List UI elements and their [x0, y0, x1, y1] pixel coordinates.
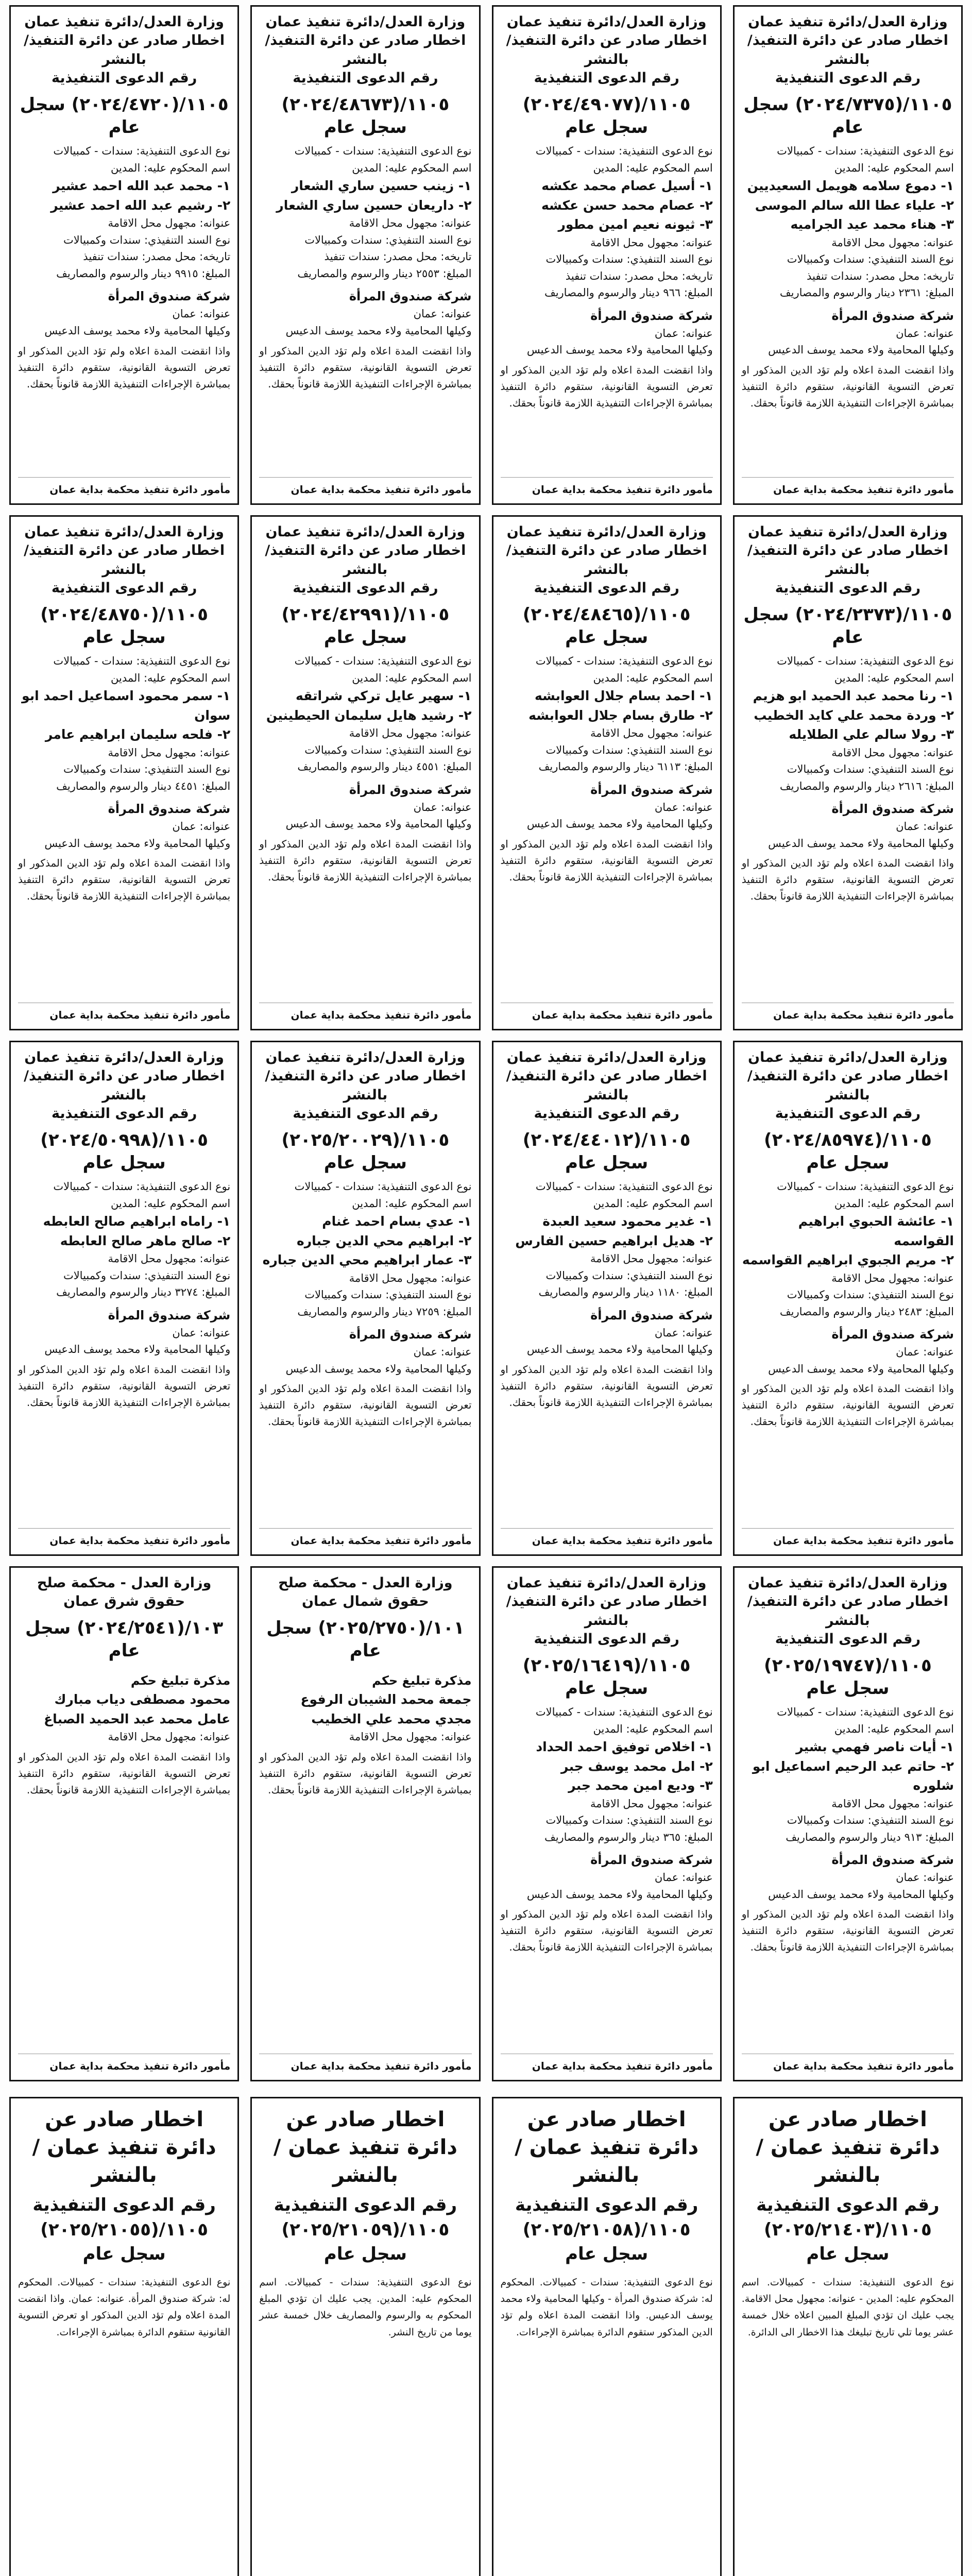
notice-card [492, 1041, 722, 1556]
big-notice-card [250, 2097, 480, 2576]
notice-address: عنوانه: مجهول محل الاقامة [590, 236, 713, 249]
notice-case-type: نوع الدعوى التنفيذية: سندات - كمبيالات [535, 1180, 713, 1193]
notice-creditor: شركة صندوق المرأة [108, 1308, 231, 1323]
notice-party: ٢- طارق بسام جلال العوابشه [528, 707, 713, 723]
notice-footer: مأمور دائرة تنفيذ محكمة بداية عمان [742, 477, 954, 497]
notice-party: ٣- عمار ابراهيم محي الدين جباره [262, 1252, 472, 1268]
big-notice-body: نوع الدعوى التنفيذية: سندات - كمبيالات. اسم المحكوم عليه: المدين - عنوانه: مجهول محل الاقامة. يجب عليك ان تؤدي المبلغ المبين اعلاه خلال خمسة عشر يوما تلي تاريخ تبليغك هذا الاخطار الى الدائرة. [741, 2276, 954, 2338]
notice-case-label: رقم الدعوى التنفيذية [293, 580, 438, 597]
notice-judge-name: اسم المحكوم عليه: المدين [834, 671, 954, 684]
notice-party: ٢- فلحه سليمان ابراهيم عامر [45, 727, 231, 742]
notice-ministry: وزارة العدل/دائرة تنفيذ عمان [506, 524, 707, 540]
notice-creditor-address: عنوانه: عمان [654, 1326, 713, 1339]
notice-body: واذا انقضت المدة اعلاه ولم تؤد الدين المذكور او تعرض التسوية القانونية، ستقوم دائرة التنفيذ بمباشرة الإجراءات التنفيذية اللازمة قانوناً بحقك. [259, 837, 472, 883]
notice-party: ٢- رشيد هايل سليمان الحيطينين [266, 707, 472, 723]
notice-judge-name: اسم المحكوم عليه: المدين [834, 1197, 954, 1210]
notice-party: ١- اخلاص توفيق احمد الحداد [536, 1739, 713, 1755]
notice-party: ٣- رولا سالم علي الطلايله [789, 727, 954, 742]
notice-party: ١- راماه ابراهيم صالح العابطه [43, 1214, 231, 1229]
notice-body: واذا انقضت المدة اعلاه ولم تؤد الدين المذكور او تعرض التسوية القانونية، ستقوم دائرة التنفيذ بمباشرة الإجراءات التنفيذية اللازمة قانوناً بحقك. [259, 1750, 472, 1796]
notice-amount: المبلغ: ١١٨٠ دينار والرسوم والمصاريف [538, 1286, 713, 1299]
notice-card [492, 1566, 722, 2081]
notice-creditor-address: عنوانه: عمان [413, 1346, 472, 1359]
notice-card [250, 1041, 480, 1556]
notice-ministry: وزارة العدل/دائرة تنفيذ عمان [265, 14, 466, 30]
notice-party: ١- سهير عايل تركي شراتقه [296, 688, 472, 704]
notice-creditor-address: عنوانه: عمان [172, 820, 231, 833]
notice-title: اخطار صادر عن دائرة التنفيذ/ بالنشر [24, 32, 225, 67]
notice-ministry: وزارة العدل/دائرة تنفيذ عمان [24, 524, 224, 540]
notice-ministry: وزارة العدل/دائرة تنفيذ عمان [265, 524, 466, 540]
notice-address: عنوانه: مجهول محل الاقامة [349, 727, 472, 740]
notice-case-number: ١١٠٥/(٢٠٢٤/٤٢٩٩١) سجل عام [281, 604, 450, 648]
notice-bond-type: نوع السند التنفيذي: سندات وكمبيالات [63, 763, 231, 776]
big-notice-card [9, 2097, 239, 2576]
notice-party: ١- محمد عبد الله احمد عشير [53, 178, 231, 194]
notice-ministry: وزارة العدل/دائرة تنفيذ عمان [24, 14, 224, 30]
notice-body: واذا انقضت المدة اعلاه ولم تؤد الدين المذكور او تعرض التسوية القانونية، ستقوم دائرة التنفيذ بمباشرة الإجراءات التنفيذية اللازمة قانوناً بحقك. [741, 364, 954, 409]
notice-creditor: شركة صندوق المرأة [349, 1327, 472, 1342]
notice-amount: المبلغ: ٢٤٨٣ دينار والرسوم والمصاريف [779, 1305, 954, 1318]
notice-party: ٢- علياء عطا الله سالم الموسى [755, 197, 954, 213]
notice-title: اخطار صادر عن دائرة التنفيذ/ بالنشر [747, 1068, 948, 1103]
notice-amount: المبلغ: ٧٢٥٩ دينار والرسوم والمصاريف [297, 1305, 472, 1318]
notice-agents: وكيلها المحامية ولاء محمد يوسف الدعيس [768, 837, 954, 850]
notice-creditor-address: عنوانه: عمان [896, 327, 954, 340]
notice-agents: وكيلها المحامية ولاء محمد يوسف الدعيس [44, 324, 231, 337]
notice-case-number: ١٠٣/(٢٠٢٤/٢٥٤١) سجل عام [25, 1617, 224, 1662]
notice-case-label: رقم الدعوى التنفيذية [534, 1106, 679, 1122]
notice-case-label: رقم الدعوى التنفيذية [775, 1631, 921, 1648]
notice-ministry: وزارة العدل/دائرة تنفيذ عمان [265, 1049, 466, 1065]
notice-party: ١- عدي بسام احمد غنام [322, 1214, 472, 1229]
notice-agents: وكيلها المحامية ولاء محمد يوسف الدعيس [768, 1362, 954, 1375]
notice-party: ٢- عصام محمد حسن عكشه [541, 197, 713, 213]
notice-bond-type: نوع السند التنفيذي: سندات وكمبيالات [787, 1289, 954, 1301]
notice-address: عنوانه: مجهول محل الاقامة [349, 1272, 472, 1284]
notice-party: ٣- وديع امين محمد جبر [568, 1778, 713, 1793]
notice-title: اخطار صادر عن دائرة التنفيذ/ بالنشر [24, 543, 225, 578]
big-notices-row [9, 2097, 963, 2576]
notice-case-number: ١١٠٥/(٢٠٢٥/٢٠٠٢٩) سجل عام [281, 1129, 450, 1173]
notice-case-number: ١١٠٥/(٢٠٢٤/٥٠٩٩٨) سجل عام [40, 1129, 208, 1173]
notice-party: ٢- مريم الجبوي ابراهيم القواسمه [742, 1252, 954, 1268]
notice-creditor: شركة صندوق المرأة [831, 1853, 954, 1868]
notice-body: واذا انقضت المدة اعلاه ولم تؤد الدين المذكور او تعرض التسوية القانونية، ستقوم دائرة التنفيذ بمباشرة الإجراءات التنفيذية اللازمة قانوناً بحقك. [259, 344, 472, 390]
notice-creditor: شركة صندوق المرأة [349, 782, 472, 797]
notice-creditor: شركة صندوق المرأة [590, 1853, 713, 1868]
big-notice-case: رقم الدعوى التنفيذية ١١٠٥/(٢٠٢٥/٢١٤٠٣) سجل عام [756, 2195, 940, 2265]
notice-bond-type: نوع السند التنفيذي: سندات وكمبيالات [787, 1814, 954, 1827]
notice-ministry: وزارة العدل/دائرة تنفيذ عمان [748, 14, 948, 30]
notice-card [733, 515, 963, 1030]
big-notice-title: اخطار صادر عن دائرة تنفيذ عمان / بالنشر [273, 2108, 457, 2187]
notice-amount: المبلغ: ٣٦٥ دينار والرسوم والمصاريف [544, 1831, 713, 1843]
notice-creditor-address: عنوانه: عمان [413, 801, 472, 814]
notice-bond-type: نوع السند التنفيذي: سندات وكمبيالات [545, 1814, 713, 1827]
notice-creditor-address: عنوانه: عمان [172, 1326, 231, 1339]
notice-title: اخطار صادر عن دائرة التنفيذ/ بالنشر [747, 543, 948, 578]
notice-footer: مأمور دائرة تنفيذ محكمة بداية عمان [18, 1003, 230, 1023]
notices-row-1 [9, 5, 963, 505]
notice-title: اخطار صادر عن دائرة التنفيذ/ بالنشر [265, 32, 466, 67]
notice-bond-type: نوع السند التنفيذي: سندات وكمبيالات [304, 743, 472, 756]
notice-case-number: ١١٠٥/(٢٠٢٤/٤٨٤٦٥) سجل عام [522, 604, 691, 648]
notice-creditor-address: عنوانه: عمان [896, 1346, 954, 1359]
notice-case-label: رقم الدعوى التنفيذية [775, 580, 921, 597]
notice-case-type: نوع الدعوى التنفيذية: سندات - كمبيالات [53, 145, 231, 158]
notice-address: عنوانه: مجهول محل الاقامة [349, 217, 472, 230]
notice-card [9, 5, 239, 505]
notice-title: اخطار صادر عن دائرة التنفيذ/ بالنشر [265, 1068, 466, 1103]
big-notice-body: نوع الدعوى التنفيذية: سندات - كمبيالات. اسم المحكوم عليه: المدين. يجب عليك ان تؤدي المبلغ المحكوم به والرسوم والمصاريف خلال خمسة عشر يوما من تاريخ النشر. [259, 2276, 472, 2338]
notice-address: عنوانه: مجهول محل الاقامة [349, 1731, 472, 1743]
notice-footer: مأمور دائرة تنفيذ محكمة بداية عمان [742, 1528, 954, 1548]
notice-title: اخطار صادر عن دائرة التنفيذ/ بالنشر [24, 1068, 225, 1103]
big-notice-title: اخطار صادر عن دائرة تنفيذ عمان / بالنشر [515, 2108, 699, 2187]
big-notice-case: رقم الدعوى التنفيذية ١١٠٥/(٢٠٢٥/٢١٠٥٩) سجل عام [274, 2195, 457, 2265]
notice-title: اخطار صادر عن دائرة التنفيذ/ بالنشر [506, 1068, 707, 1103]
notice-creditor: شركة صندوق المرأة [590, 782, 713, 797]
notice-case-number: ١١٠٥/(٢٠٢٤/٤٨٦٧٣) سجل عام [281, 94, 450, 138]
notice-party: ٢- هديل ابراهيم حسين الفارس [515, 1233, 713, 1248]
notice-bond-type: نوع السند التنفيذي: سندات وكمبيالات [787, 253, 954, 266]
notice-case-number: ١١٠٥/(٢٠٢٤/٤٩٠٧٧) سجل عام [522, 94, 691, 138]
notice-party: ٢- صالح ماهر صالح العابطه [60, 1233, 231, 1248]
notice-bond-type: نوع السند التنفيذي: سندات وكمبيالات [63, 233, 231, 246]
notice-card [250, 5, 480, 505]
big-notice-case: رقم الدعوى التنفيذية ١١٠٥/(٢٠٢٥/٢١٠٥٥) سجل عام [32, 2195, 216, 2265]
notice-court-head: وزارة العدل - محكمة صلح حقوق شمال عمان [278, 1575, 453, 1610]
notice-ministry: وزارة العدل/دائرة تنفيذ عمان [24, 1049, 224, 1065]
big-notice-title: اخطار صادر عن دائرة تنفيذ عمان / بالنشر [756, 2108, 940, 2187]
notice-bond-type: نوع السند التنفيذي: سندات وكمبيالات [304, 233, 472, 246]
notice-footer: مأمور دائرة تنفيذ محكمة بداية عمان [259, 1003, 471, 1023]
notice-party: محمود مصطفى دياب مبارك [54, 1692, 231, 1707]
notice-creditor: شركة صندوق المرأة [831, 802, 954, 817]
notice-ministry: وزارة العدل/دائرة تنفيذ عمان [506, 14, 707, 30]
notice-bond-type: نوع السند التنفيذي: سندات وكمبيالات [304, 1289, 472, 1301]
notice-footer: مأمور دائرة تنفيذ محكمة بداية عمان [742, 1003, 954, 1023]
notice-creditor: شركة صندوق المرأة [349, 289, 472, 304]
notice-party: عامل محمد عبد الحميد الصباغ [44, 1711, 231, 1726]
notice-amount: المبلغ: ٩١٣ دينار والرسوم والمصاريف [786, 1831, 954, 1843]
notice-body: واذا انقضت المدة اعلاه ولم تؤد الدين المذكور او تعرض التسوية القانونية، ستقوم دائرة التنفيذ بمباشرة الإجراءات التنفيذية اللازمة قانوناً بحقك. [741, 1382, 954, 1428]
notice-agents: وكيلها المحامية ولاء محمد يوسف الدعيس [285, 324, 472, 337]
notice-agents: وكيلها المحامية ولاء محمد يوسف الدعيس [526, 818, 713, 831]
notice-case-label: رقم الدعوى التنفيذية [51, 580, 197, 597]
notice-footer: مأمور دائرة تنفيذ محكمة بداية عمان [18, 477, 230, 497]
notice-case-label: رقم الدعوى التنفيذية [775, 70, 921, 87]
notice-agents: وكيلها المحامية ولاء محمد يوسف الدعيس [526, 1888, 713, 1901]
notice-creditor-address: عنوانه: عمان [896, 820, 954, 833]
notice-bond-type: نوع السند التنفيذي: سندات وكمبيالات [787, 763, 954, 776]
big-notice-title: اخطار صادر عن دائرة تنفيذ عمان / بالنشر [32, 2108, 216, 2187]
notice-agents: وكيلها المحامية ولاء محمد يوسف الدعيس [285, 1362, 472, 1375]
notice-body: واذا انقضت المدة اعلاه ولم تؤد الدين المذكور او تعرض التسوية القانونية، ستقوم دائرة التنفيذ بمباشرة الإجراءات التنفيذية اللازمة قانوناً بحقك. [18, 1363, 231, 1409]
notice-footer: مأمور دائرة تنفيذ محكمة بداية عمان [501, 477, 713, 497]
notice-party: ٢- ابراهيم محي الدين جباره [296, 1233, 472, 1248]
notice-party: ٢- رشيم عبد الله احمد عشير [50, 197, 231, 213]
notice-amount: المبلغ: ٦١١٣ دينار والرسوم والمصاريف [538, 760, 713, 773]
notice-case-number: ١١٠٥/(٢٠٢٥/١٩٧٤٧) سجل عام [764, 1655, 932, 1699]
notice-bond-type: نوع السند التنفيذي: سندات وكمبيالات [545, 743, 713, 756]
notice-address: عنوانه: مجهول محل الاقامة [831, 1797, 954, 1810]
notice-body: واذا انقضت المدة اعلاه ولم تؤد الدين المذكور او تعرض التسوية القانونية، ستقوم دائرة التنفيذ بمباشرة الإجراءات التنفيذية اللازمة قانوناً بحقك. [741, 1908, 954, 1954]
notice-body: واذا انقضت المدة اعلاه ولم تؤد الدين المذكور او تعرض التسوية القانونية، ستقوم دائرة التنفيذ بمباشرة الإجراءات التنفيذية اللازمة قانوناً بحقك. [259, 1382, 472, 1428]
notice-body: واذا انقضت المدة اعلاه ولم تؤد الدين المذكور او تعرض التسوية القانونية، ستقوم دائرة التنفيذ بمباشرة الإجراءات التنفيذية اللازمة قانوناً بحقك. [500, 1908, 713, 1954]
notice-party: مجدي محمد علي الخطيب [311, 1711, 472, 1726]
notice-footer: مأمور دائرة تنفيذ محكمة بداية عمان [259, 477, 471, 497]
notice-court-head: وزارة العدل - محكمة صلح حقوق شرق عمان [37, 1575, 212, 1610]
notice-judgment-date: تاريخه: محل مصدر: سندات تنفيذ [324, 250, 472, 263]
big-notice-card [492, 2097, 722, 2576]
notice-party: جمعة محمد الشيبان الرفوع [300, 1692, 472, 1707]
notice-creditor: شركة صندوق المرأة [590, 1308, 713, 1323]
notice-case-number: ١١٠٥/(٢٠٢٥/١٦٤١٩) سجل عام [522, 1655, 691, 1699]
notice-card [492, 5, 722, 505]
notice-case-label: رقم الدعوى التنفيذية [775, 1106, 921, 1122]
notice-party: ٢- حاتم عبد الرحيم اسماعيل ابو شلوره [752, 1758, 954, 1793]
notice-ministry: وزارة العدل/دائرة تنفيذ عمان [748, 524, 948, 540]
notice-case-type: نوع الدعوى التنفيذية: سندات - كمبيالات [294, 145, 472, 158]
notice-judge-name: اسم المحكوم عليه: المدين [834, 161, 954, 174]
notice-address: عنوانه: مجهول محل الاقامة [108, 746, 231, 759]
notice-case-label: رقم الدعوى التنفيذية [51, 1106, 197, 1122]
notice-case-label: رقم الدعوى التنفيذية [534, 1631, 679, 1648]
notice-party: ١- أسيل عصام محمد عكشه [541, 178, 713, 194]
big-notice-body: نوع الدعوى التنفيذية: سندات - كمبيالات. المحكوم له: شركة صندوق المرأة - وكيلها المحامية ولاء محمد يوسف الدعيس. واذا انقضت المدة اعلاه ولم تؤد الدين المذكور ستقوم الدائرة بمباشرة الإجراءات. [500, 2276, 713, 2338]
notice-address: عنوانه: مجهول محل الاقامة [108, 1731, 231, 1743]
notice-agents: وكيلها المحامية ولاء محمد يوسف الدعيس [285, 818, 472, 831]
notice-party: ١- سمر محمود اسماعيل احمد ابو سوان [22, 688, 231, 723]
big-notice-case: رقم الدعوى التنفيذية ١١٠٥/(٢٠٢٥/٢١٠٥٨) سجل عام [515, 2195, 698, 2265]
notice-footer: مأمور دائرة تنفيذ محكمة بداية عمان [501, 1528, 713, 1548]
notice-case-number: ١١٠٥/(٢٠٢٤/٧٣٧٥) سجل عام [743, 94, 952, 138]
notices-row-2 [9, 515, 963, 1030]
notice-creditor: شركة صندوق المرأة [831, 1327, 954, 1342]
notice-case-number: ١١٠٥/(٢٠٢٤/٢٣٧٣) سجل عام [743, 604, 952, 648]
notice-agents: وكيلها المحامية ولاء محمد يوسف الدعيس [44, 1343, 231, 1356]
notice-amount: المبلغ: ٤٤٥١ دينار والرسوم والمصاريف [56, 779, 231, 792]
notice-title: اخطار صادر عن دائرة التنفيذ/ بالنشر [506, 1594, 707, 1629]
notice-amount: المبلغ: ٩٦٦ دينار والرسوم والمصاريف [544, 286, 713, 299]
notice-case-type: نوع الدعوى التنفيذية: سندات - كمبيالات [294, 1180, 472, 1193]
notice-case-type: نوع الدعوى التنفيذية: سندات - كمبيالات [535, 145, 713, 158]
notice-creditor-address: عنوانه: عمان [896, 1871, 954, 1884]
notice-title: اخطار صادر عن دائرة التنفيذ/ بالنشر [747, 1594, 948, 1629]
notice-card [9, 515, 239, 1030]
notice-judgment-date: تاريخه: محل مصدر: سندات تنفيذ [83, 250, 231, 263]
notice-case-type: نوع الدعوى التنفيذية: سندات - كمبيالات [777, 655, 954, 668]
notice-party: ١- أيات ناصر فهمي بشير [796, 1739, 954, 1755]
notice-amount: المبلغ: ٩٩١٥ دينار والرسوم والمصاريف [56, 267, 231, 280]
notice-amount: المبلغ: ٢٥٥٣ دينار والرسوم والمصاريف [297, 267, 472, 280]
notice-footer: مأمور دائرة تنفيذ محكمة بداية عمان [18, 2054, 230, 2074]
notice-case-number: ١١٠٥/(٢٠٢٤/٤٨٧٥٠) سجل عام [40, 604, 208, 648]
notice-agents: وكيلها المحامية ولاء محمد يوسف الدعيس [768, 1888, 954, 1901]
notice-footer: مأمور دائرة تنفيذ محكمة بداية عمان [259, 1528, 471, 1548]
notice-judge-name: اسم المحكوم عليه: المدين [352, 1197, 472, 1210]
notice-party: ١- دموع سلامه هويمل السعيديين [747, 178, 954, 194]
notice-case-label: رقم الدعوى التنفيذية [534, 580, 679, 597]
notice-judgment-date: تاريخه: محل مصدر: سندات تنفيذ [807, 269, 954, 282]
notice-card [733, 1041, 963, 1556]
notice-case-type: نوع الدعوى التنفيذية: سندات - كمبيالات [53, 655, 231, 668]
notice-card [250, 1566, 480, 2081]
notice-judge-name: اسم المحكوم عليه: المدين [593, 161, 713, 174]
notice-party: ٢- داريعان حسين ساري الشعار [276, 197, 472, 213]
notice-title: اخطار صادر عن دائرة التنفيذ/ بالنشر [265, 543, 466, 578]
notice-footer: مأمور دائرة تنفيذ محكمة بداية عمان [259, 2054, 471, 2074]
notice-agents: وكيلها المحامية ولاء محمد يوسف الدعيس [526, 1343, 713, 1356]
notice-case-label: رقم الدعوى التنفيذية [534, 70, 679, 87]
notice-title: اخطار صادر عن دائرة التنفيذ/ بالنشر [506, 543, 707, 578]
notice-case-type: نوع الدعوى التنفيذية: سندات - كمبيالات [777, 1180, 954, 1193]
notice-footer: مأمور دائرة تنفيذ محكمة بداية عمان [18, 1528, 230, 1548]
notice-case-label: رقم الدعوى التنفيذية [293, 1106, 438, 1122]
notice-address: عنوانه: مجهول محل الاقامة [590, 1797, 713, 1810]
notice-agents: وكيلها المحامية ولاء محمد يوسف الدعيس [768, 344, 954, 357]
notice-agents: وكيلها المحامية ولاء محمد يوسف الدعيس [44, 837, 231, 850]
notice-case-type: نوع الدعوى التنفيذية: سندات - كمبيالات [535, 655, 713, 668]
notice-card [9, 1566, 239, 2081]
notice-party: ١- عائشة الحبوي ابراهيم القواسمه [798, 1214, 954, 1248]
notice-ministry: وزارة العدل/دائرة تنفيذ عمان [506, 1575, 707, 1591]
big-notice-card [733, 2097, 963, 2576]
notice-card [250, 515, 480, 1030]
notice-address: عنوانه: مجهول محل الاقامة [108, 217, 231, 230]
notice-body: واذا انقضت المدة اعلاه ولم تؤد الدين المذكور او تعرض التسوية القانونية، ستقوم دائرة التنفيذ بمباشرة الإجراءات التنفيذية اللازمة قانوناً بحقك. [18, 344, 231, 390]
notice-judge-name: اسم المحكوم عليه: المدين [352, 161, 472, 174]
notice-title: اخطار صادر عن دائرة التنفيذ/ بالنشر [506, 32, 707, 67]
notice-judge-name: اسم المحكوم عليه: المدين [593, 1722, 713, 1735]
notice-ministry: وزارة العدل/دائرة تنفيذ عمان [748, 1575, 948, 1591]
notice-body: واذا انقضت المدة اعلاه ولم تؤد الدين المذكور او تعرض التسوية القانونية، ستقوم دائرة التنفيذ بمباشرة الإجراءات التنفيذية اللازمة قانوناً بحقك. [500, 837, 713, 883]
notice-amount: المبلغ: ٢٣٦١ دينار والرسوم والمصاريف [779, 286, 954, 299]
notice-creditor-address: عنوانه: عمان [413, 308, 472, 320]
notice-card [733, 5, 963, 505]
notices-row-4 [9, 1566, 963, 2081]
notice-bond-type: نوع السند التنفيذي: سندات وكمبيالات [545, 1269, 713, 1282]
notice-amount: المبلغ: ٣٢٧٤ دينار والرسوم والمصاريف [56, 1286, 231, 1299]
notice-memo-type: مذكرة تبليغ حكم [372, 1673, 472, 1688]
notice-creditor: شركة صندوق المرأة [831, 308, 954, 323]
notice-party: ١- رنا محمد عبد الحميد ابو هزيم [753, 688, 954, 704]
notice-case-type: نوع الدعوى التنفيذية: سندات - كمبيالات [53, 1180, 231, 1193]
notice-address: عنوانه: مجهول محل الاقامة [590, 727, 713, 740]
notice-case-type: نوع الدعوى التنفيذية: سندات - كمبيالات [777, 145, 954, 158]
notice-body: واذا انقضت المدة اعلاه ولم تؤد الدين المذكور او تعرض التسوية القانونية، ستقوم دائرة التنفيذ بمباشرة الإجراءات التنفيذية اللازمة قانوناً بحقك. [18, 857, 231, 903]
notice-judge-name: اسم المحكوم عليه: المدين [111, 671, 231, 684]
notice-judge-name: اسم المحكوم عليه: المدين [111, 161, 231, 174]
notice-party: ٢- وردة محمد علي كايد الخطيب [754, 707, 954, 723]
notice-body: واذا انقضت المدة اعلاه ولم تؤد الدين المذكور او تعرض التسوية القانونية، ستقوم دائرة التنفيذ بمباشرة الإجراءات التنفيذية اللازمة قانوناً بحقك. [741, 857, 954, 903]
notice-amount: المبلغ: ٢٦١٦ دينار والرسوم والمصاريف [779, 779, 954, 792]
notice-creditor-address: عنوانه: عمان [654, 327, 713, 340]
notice-footer: مأمور دائرة تنفيذ محكمة بداية عمان [742, 2054, 954, 2074]
notice-judge-name: اسم المحكوم عليه: المدين [593, 671, 713, 684]
notice-title: اخطار صادر عن دائرة التنفيذ/ بالنشر [747, 32, 948, 67]
notice-case-type: نوع الدعوى التنفيذية: سندات - كمبيالات [777, 1706, 954, 1719]
notice-card [733, 1566, 963, 2081]
notice-judge-name: اسم المحكوم عليه: المدين [593, 1197, 713, 1210]
notice-party: ١- غدير محمود سعيد العبدة [542, 1214, 713, 1229]
notice-address: عنوانه: مجهول محل الاقامة [590, 1252, 713, 1265]
notice-party: ٢- امل محمد يوسف جبر [561, 1758, 713, 1774]
notice-judge-name: اسم المحكوم عليه: المدين [352, 671, 472, 684]
notice-address: عنوانه: مجهول محل الاقامة [108, 1252, 231, 1265]
notice-card [9, 1041, 239, 1556]
notice-case-label: رقم الدعوى التنفيذية [293, 70, 438, 87]
notice-ministry: وزارة العدل/دائرة تنفيذ عمان [748, 1049, 948, 1065]
big-notice-body: نوع الدعوى التنفيذية: سندات - كمبيالات. المحكوم له: شركة صندوق المرأة. عنوانه: عمان. واذا انقضت المدة اعلاه ولم تؤد الدين المذكور او تعرض التسوية القانونية ستقوم الدائرة بمباشرة الإجراءات. [18, 2276, 231, 2338]
notice-body: واذا انقضت المدة اعلاه ولم تؤد الدين المذكور او تعرض التسوية القانونية، ستقوم دائرة التنفيذ بمباشرة الإجراءات التنفيذية اللازمة قانوناً بحقك. [18, 1750, 231, 1796]
notice-judge-name: اسم المحكوم عليه: المدين [111, 1197, 231, 1210]
notice-case-type: نوع الدعوى التنفيذية: سندات - كمبيالات [535, 1706, 713, 1719]
notice-case-number: ١١٠٥/(٢٠٢٤/٤٧٢٠) سجل عام [20, 94, 229, 138]
notice-body: واذا انقضت المدة اعلاه ولم تؤد الدين المذكور او تعرض التسوية القانونية، ستقوم دائرة التنفيذ بمباشرة الإجراءات التنفيذية اللازمة قانوناً بحقك. [500, 364, 713, 409]
notice-address: عنوانه: مجهول محل الاقامة [831, 236, 954, 249]
notice-case-number: ١١٠٥/(٢٠٢٤/٨٥٩٧٤) سجل عام [764, 1129, 932, 1173]
notice-party: ٣- ثيونه نعيم امين مطور [558, 217, 713, 232]
notice-creditor: شركة صندوق المرأة [590, 308, 713, 323]
notice-footer: مأمور دائرة تنفيذ محكمة بداية عمان [501, 1003, 713, 1023]
notice-bond-type: نوع السند التنفيذي: سندات وكمبيالات [545, 253, 713, 266]
notice-amount: المبلغ: ٤٥٥١ دينار والرسوم والمصاريف [297, 760, 472, 773]
notice-judgment-date: تاريخه: محل مصدر: سندات تنفيذ [565, 269, 713, 282]
notice-party: ١- احمد بسام جلال العوابشه [534, 688, 713, 704]
notice-creditor: شركة صندوق المرأة [108, 289, 231, 304]
notice-party: ٣- هناء محمد عيد الجراميه [790, 217, 954, 232]
notice-creditor-address: عنوانه: عمان [654, 801, 713, 814]
notice-party: ١- زينب حسين ساري الشعار [291, 178, 472, 194]
notice-creditor-address: عنوانه: عمان [654, 1871, 713, 1884]
notice-memo-type: مذكرة تبليغ حكم [130, 1673, 231, 1688]
notice-case-label: رقم الدعوى التنفيذية [51, 70, 197, 87]
notice-judge-name: اسم المحكوم عليه: المدين [834, 1722, 954, 1735]
notice-address: عنوانه: مجهول محل الاقامة [831, 1272, 954, 1284]
notice-footer: مأمور دائرة تنفيذ محكمة بداية عمان [501, 2054, 713, 2074]
notices-row-3 [9, 1041, 963, 1556]
notice-address: عنوانه: مجهول محل الاقامة [831, 746, 954, 759]
notice-case-type: نوع الدعوى التنفيذية: سندات - كمبيالات [294, 655, 472, 668]
notice-agents: وكيلها المحامية ولاء محمد يوسف الدعيس [526, 344, 713, 357]
notice-ministry: وزارة العدل/دائرة تنفيذ عمان [506, 1049, 707, 1065]
notice-bond-type: نوع السند التنفيذي: سندات وكمبيالات [63, 1269, 231, 1282]
notice-creditor: شركة صندوق المرأة [108, 802, 231, 817]
notice-case-number: ١١٠٥/(٢٠٢٤/٤٤٠١٢) سجل عام [522, 1129, 691, 1173]
notice-body: واذا انقضت المدة اعلاه ولم تؤد الدين المذكور او تعرض التسوية القانونية، ستقوم دائرة التنفيذ بمباشرة الإجراءات التنفيذية اللازمة قانوناً بحقك. [500, 1363, 713, 1409]
notice-case-number: ١٠١/(٢٠٢٥/٢٧٥٠) سجل عام [266, 1617, 465, 1662]
notice-creditor-address: عنوانه: عمان [172, 308, 231, 320]
notice-card [492, 515, 722, 1030]
